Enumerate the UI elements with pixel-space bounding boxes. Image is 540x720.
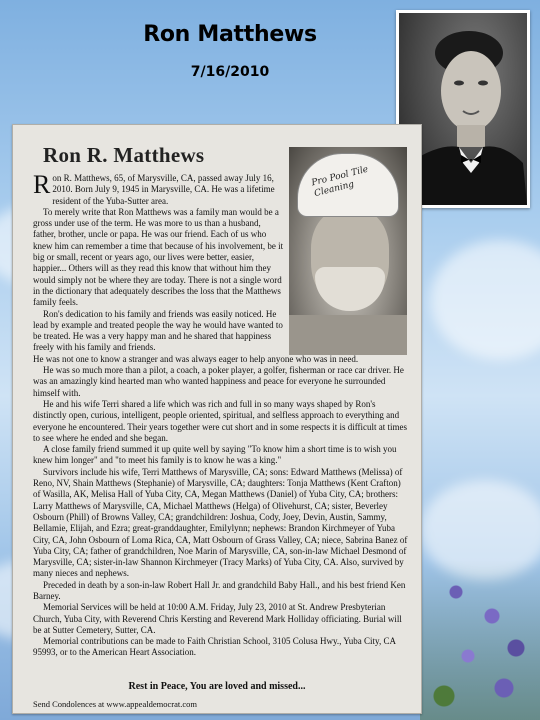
- obituary-title: Ron R. Matthews: [43, 143, 205, 167]
- cap-text: Pro Pool Tile Cleaning: [310, 164, 370, 200]
- obituary-paragraph: To merely write that Ron Matthews was a family man would be a gross under use of the term. He was more to us than a husband, father, brother, uncle or papa. He was our friend. Each of us who knew him can remember a time that because of his involvement, be it big or small, recent or years ago, our lives were better, easier, happier... Others will as they read this know that without him they would simply not be where they are today. There is not a single word in the dictionary that adequately describes the loss that the Matthews family feels.: [33, 206, 284, 308]
- paragraph-text: on R. Matthews, 65, of Marysville, CA, passed away July 16, 2010. Born July 9, 1945 in Marysville, CA. He was a lifetime resident of the Yuba-Sutter area.: [52, 173, 275, 206]
- obituary-clipping: [12, 124, 422, 714]
- page-date: 7/16/2010: [190, 64, 270, 80]
- condolences-link[interactable]: Send Condolences at www.appealdemocrat.com: [33, 699, 197, 709]
- obituary-paragraph: Ron's dedication to his family and friends was easily noticed. He lead by example and treated people the way he would have wanted to be treated. He was a very happy man and he shared that happiness freely with his family and friends.: [33, 308, 283, 353]
- page-title: Ron Matthews: [143, 22, 317, 47]
- sky-cloud: [430, 240, 540, 360]
- obituary-paragraph: Preceded in death by a son-in-law Robert Hall Jr. and grandchild Baby Hall., and his best friend Ken Barney.: [33, 579, 406, 601]
- obituary-paragraph: He and his wife Terri shared a life which was rich and full in so many ways shaped by Ron's distinctly open, curious, intelligent, people oriented, spiritual, and selfless approach to everything and everyone he encountered. Their years together were cut short and in some respects it is difficult at times to see where he ended and she began.: [33, 398, 408, 443]
- obituary-paragraph: A close family friend summed it up quite well by saying "To know him a short time is to wish you knew him longer" and "to meet his family is to know he was a king.": [33, 444, 397, 466]
- obituary-column-narrow: [33, 170, 285, 354]
- obituary-paragraph: Survivors include his wife, Terri Matthews of Marysville, CA; sons: Edward Matthews (Melissa) of Reno, NV, Shain Matthews (Stephanie) of Marysville, CA; daughters: Tonja Matthews (Kent Crafton) of Wasilla, AK, Melisa Hall of Yuba City, CA, Megan Matthews (Daniel) of Yuba City, CA; brothers: Larry Matthews of Marysville, CA, Michael Matthews (Helga) of Olivehurst, CA; sister, Beverley Osbourn (Phill) of Browns Valley, CA; grandchildren: Joshua, Cody, Joey, Devin, Austin, Sammy, Bellamie, Elijah, and Ezra; great-granddaughter, Emilylynn; nephews: Brandon Kirchmeyer of Yuba City, CA, John Osbourn of Loma Rica, CA, Matt Osbourn of Grass Valley, CA; niece, Sabrina Banez of Yuba City, CA; father of grandchildren, Noe Marin of Marysville, CA, son-in-law Michael Desmond of Marysville, CA; sister-in-law Shannon Kirchmeyer (Tracy Marks) of Yuba City, CA. Also, survived by many nieces and nephews.: [33, 466, 408, 579]
- obituary-body: [33, 170, 408, 659]
- obituary-paragraph: He was so much more than a pilot, a coach, a poker player, a golfer, fisherman or race car driver. He was an amazingly kind hearted man who wanted happiness and peace for everyone he surrounded himself with.: [33, 365, 404, 398]
- flower-decoration: [420, 560, 540, 720]
- closing-line: Rest in Peace, You are loved and missed...: [128, 681, 306, 692]
- drop-cap: R: [33, 170, 51, 199]
- obituary-paragraph: Memorial contributions can be made to Faith Christian School, 3105 Colusa Hwy., Yuba City, CA 95993, or to the American Heart Association.: [33, 636, 396, 658]
- obituary-paragraph: [33, 170, 285, 207]
- obituary-paragraph: He was not one to know a stranger and was always eager to help anyone who was in need.: [33, 353, 359, 364]
- obituary-paragraph: Memorial Services will be held at 10:00 A.M. Friday, July 23, 2010 at St. Andrew Presbyterian Church, Yuba City, with Reverend Chris Kersting and Reverend Mark Holliday officiating. Burial will be at Sutter Cemetery, Sutter, CA.: [33, 602, 402, 635]
